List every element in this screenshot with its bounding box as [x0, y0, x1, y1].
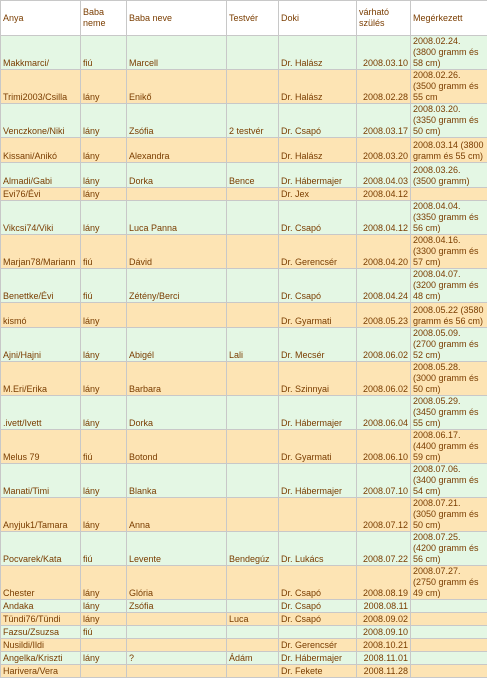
cell-testver [227, 362, 279, 396]
table-row [1, 188, 487, 201]
cell-doki: Dr. Hábermajer [279, 652, 357, 665]
table-row [1, 201, 487, 235]
cell-megerkezett: 2008.04.07. (3200 gramm és 48 cm) [411, 269, 487, 303]
cell-doki: Dr. Fekete [279, 665, 357, 678]
cell-anya: Nusildi/Ildi [1, 639, 81, 652]
cell-testver [227, 36, 279, 70]
cell-varhato-szules: 2008.11.01 [357, 652, 411, 665]
cell-baba-neme: lány [81, 138, 127, 163]
cell-testver [227, 600, 279, 613]
cell-varhato-szules: 2008.03.10 [357, 36, 411, 70]
cell-baba-neme: lány [81, 163, 127, 188]
cell-baba-neve [127, 626, 227, 639]
cell-baba-neme: lány [81, 464, 127, 498]
cell-doki: Dr. Csapó [279, 566, 357, 600]
cell-varhato-szules: 2008.06.02 [357, 362, 411, 396]
cell-anya: Trimi2003/Csilla [1, 70, 81, 104]
cell-megerkezett [411, 626, 487, 639]
cell-megerkezett: 2008.03.20. (3350 gramm és 50 cm) [411, 104, 487, 138]
cell-anya: Ajni/Hajni [1, 328, 81, 362]
table-row [1, 665, 487, 678]
cell-varhato-szules: 2008.07.10 [357, 464, 411, 498]
cell-baba-neme: fiú [81, 532, 127, 566]
cell-testver [227, 665, 279, 678]
cell-testver [227, 138, 279, 163]
cell-anya: Harivera/Vera [1, 665, 81, 678]
cell-baba-neve: Levente [127, 532, 227, 566]
cell-megerkezett [411, 600, 487, 613]
cell-doki: Dr. Csapó [279, 104, 357, 138]
cell-anya: Benettke/Évi [1, 269, 81, 303]
cell-megerkezett [411, 613, 487, 626]
table-row [1, 362, 487, 396]
cell-megerkezett: 2008.02.26. (3500 gramm és 55 cm [411, 70, 487, 104]
cell-doki: Dr. Hábermajer [279, 464, 357, 498]
cell-baba-neme: lány [81, 600, 127, 613]
cell-doki: Dr. Halász [279, 36, 357, 70]
table-row [1, 36, 487, 70]
cell-varhato-szules: 2008.04.12 [357, 201, 411, 235]
table-row [1, 396, 487, 430]
cell-baba-neve: Dorka [127, 396, 227, 430]
cell-varhato-szules: 2008.09.02 [357, 613, 411, 626]
cell-doki: Dr. Gerencsér [279, 235, 357, 269]
cell-anya: Fazsu/Zsuzsa [1, 626, 81, 639]
header-baba-neme: Baba neme [81, 1, 127, 36]
cell-testver [227, 188, 279, 201]
cell-anya: Makkmarci/ [1, 36, 81, 70]
cell-doki: Dr. Csapó [279, 613, 357, 626]
cell-anya: Tündi76/Tündi [1, 613, 81, 626]
cell-baba-neme [81, 665, 127, 678]
table-row [1, 303, 487, 328]
cell-anya: Andaka [1, 600, 81, 613]
cell-varhato-szules: 2008.08.11 [357, 600, 411, 613]
header-varhato-szules: várható szülés [357, 1, 411, 36]
cell-testver [227, 626, 279, 639]
cell-baba-neme: lány [81, 396, 127, 430]
table-row [1, 269, 487, 303]
cell-testver [227, 396, 279, 430]
cell-baba-neme: lány [81, 70, 127, 104]
header-row [1, 1, 487, 36]
cell-baba-neve [127, 665, 227, 678]
cell-baba-neme: lány [81, 566, 127, 600]
table-row [1, 430, 487, 464]
table-row [1, 600, 487, 613]
cell-megerkezett [411, 665, 487, 678]
cell-varhato-szules: 2008.06.02 [357, 328, 411, 362]
cell-doki: Dr. Gyarmati [279, 303, 357, 328]
cell-anya: Chester [1, 566, 81, 600]
cell-megerkezett: 2008.06.17. (4400 gramm és 59 cm) [411, 430, 487, 464]
cell-anya: Pocvarek/Kata [1, 532, 81, 566]
cell-varhato-szules: 2008.04.12 [357, 188, 411, 201]
cell-doki: Dr. Hábermajer [279, 396, 357, 430]
cell-megerkezett: 2008.05.09. (2700 gramm és 52 cm) [411, 328, 487, 362]
cell-baba-neve: Enikő [127, 70, 227, 104]
cell-anya: M.Eri/Erika [1, 362, 81, 396]
cell-baba-neve [127, 188, 227, 201]
table-row [1, 566, 487, 600]
cell-megerkezett: 2008.04.16. (3300 gramm és 57 cm) [411, 235, 487, 269]
cell-megerkezett: 2008.07.27. (2750 gramm és 49 cm) [411, 566, 487, 600]
cell-doki: Dr. Hábermajer [279, 163, 357, 188]
cell-baba-neme: fiú [81, 235, 127, 269]
table-row [1, 70, 487, 104]
cell-anya: Kissani/Anikó [1, 138, 81, 163]
cell-doki: Dr. Gerencsér [279, 639, 357, 652]
cell-baba-neme: lány [81, 303, 127, 328]
cell-baba-neve: Zsófia [127, 600, 227, 613]
cell-megerkezett: 2008.03.26. (3500 gramm) [411, 163, 487, 188]
cell-anya: .ivett/Ivett [1, 396, 81, 430]
cell-varhato-szules: 2008.04.20 [357, 235, 411, 269]
cell-megerkezett: 2008.05.22 (3580 gramm és 56 cm) [411, 303, 487, 328]
cell-baba-neme: fiú [81, 430, 127, 464]
cell-megerkezett: 2008.03.14 (3800 gramm és 55 cm) [411, 138, 487, 163]
cell-anya: Manati/Timi [1, 464, 81, 498]
cell-baba-neve: ? [127, 652, 227, 665]
cell-megerkezett: 2008.04.04. (3350 gramm és 56 cm) [411, 201, 487, 235]
cell-baba-neme: lány [81, 328, 127, 362]
cell-baba-neme: lány [81, 652, 127, 665]
cell-doki: Dr. Halász [279, 70, 357, 104]
cell-baba-neve: Dorka [127, 163, 227, 188]
cell-baba-neme: fiú [81, 36, 127, 70]
header-megerkezett: Megérkezett [411, 1, 487, 36]
cell-doki: Dr. Gyarmati [279, 430, 357, 464]
cell-baba-neve: Alexandra [127, 138, 227, 163]
cell-baba-neve [127, 613, 227, 626]
table-row [1, 626, 487, 639]
cell-megerkezett: 2008.07.21. (3050 gramm és 50 cm) [411, 498, 487, 532]
cell-doki: Dr. Csapó [279, 201, 357, 235]
cell-doki: Dr. Csapó [279, 600, 357, 613]
cell-baba-neve [127, 303, 227, 328]
table-row [1, 613, 487, 626]
cell-baba-neve: Anna [127, 498, 227, 532]
cell-varhato-szules: 2008.06.10 [357, 430, 411, 464]
cell-baba-neve: Marcell [127, 36, 227, 70]
cell-baba-neve: Blanka [127, 464, 227, 498]
cell-varhato-szules: 2008.08.19 [357, 566, 411, 600]
cell-testver: Bence [227, 163, 279, 188]
cell-baba-neme: lány [81, 201, 127, 235]
cell-baba-neve: Zsófia [127, 104, 227, 138]
table-row [1, 464, 487, 498]
cell-anya: Melus 79 [1, 430, 81, 464]
cell-baba-neve: Zétény/Berci [127, 269, 227, 303]
table-row [1, 639, 487, 652]
cell-megerkezett: 2008.02.24. (3800 gramm és 58 cm) [411, 36, 487, 70]
cell-megerkezett: 2008.07.06. (3400 gramm és 54 cm) [411, 464, 487, 498]
cell-testver [227, 639, 279, 652]
cell-baba-neme: fiú [81, 269, 127, 303]
cell-testver [227, 464, 279, 498]
cell-megerkezett: 2008.05.28. (3000 gramm és 50 cm) [411, 362, 487, 396]
cell-baba-neme: lány [81, 613, 127, 626]
cell-varhato-szules: 2008.07.22 [357, 532, 411, 566]
cell-testver [227, 566, 279, 600]
cell-varhato-szules: 2008.03.20 [357, 138, 411, 163]
cell-baba-neme: lány [81, 362, 127, 396]
cell-testver [227, 430, 279, 464]
cell-baba-neve: Botond [127, 430, 227, 464]
cell-varhato-szules: 2008.04.24 [357, 269, 411, 303]
cell-doki [279, 498, 357, 532]
cell-baba-neme: fiú [81, 626, 127, 639]
cell-doki [279, 626, 357, 639]
cell-baba-neme [81, 639, 127, 652]
table-row [1, 104, 487, 138]
cell-doki: Dr. Halász [279, 138, 357, 163]
header-doki: Doki [279, 1, 357, 36]
table-row [1, 532, 487, 566]
cell-megerkezett: 2008.05.29. (3450 gramm és 55 cm) [411, 396, 487, 430]
cell-doki: Dr. Csapó [279, 269, 357, 303]
cell-baba-neme: lány [81, 104, 127, 138]
cell-testver: Bendegúz [227, 532, 279, 566]
table-body [1, 36, 487, 678]
cell-varhato-szules: 2008.03.17 [357, 104, 411, 138]
cell-baba-neve: Dávid [127, 235, 227, 269]
cell-testver [227, 70, 279, 104]
cell-varhato-szules: 2008.06.04 [357, 396, 411, 430]
table-row [1, 163, 487, 188]
cell-varhato-szules: 2008.11.28 [357, 665, 411, 678]
header-baba-neve: Baba neve [127, 1, 227, 36]
cell-doki: Dr. Szinnyai [279, 362, 357, 396]
cell-baba-neme: lány [81, 188, 127, 201]
cell-testver [227, 498, 279, 532]
cell-varhato-szules: 2008.09.10 [357, 626, 411, 639]
cell-anya: Anyjuk1/Tamara [1, 498, 81, 532]
cell-anya: Angelka/Kriszti [1, 652, 81, 665]
cell-varhato-szules: 2008.02.28 [357, 70, 411, 104]
cell-doki: Dr. Jex [279, 188, 357, 201]
cell-anya: Vikcsi74/Viki [1, 201, 81, 235]
cell-baba-neme: lány [81, 498, 127, 532]
cell-varhato-szules: 2008.05.23 [357, 303, 411, 328]
cell-megerkezett [411, 188, 487, 201]
table-row [1, 235, 487, 269]
cell-anya: Marjan78/Mariann [1, 235, 81, 269]
cell-baba-neve [127, 639, 227, 652]
cell-testver: 2 testvér [227, 104, 279, 138]
cell-testver: Ádám [227, 652, 279, 665]
cell-anya: Evi76/Évi [1, 188, 81, 201]
cell-varhato-szules: 2008.10.21 [357, 639, 411, 652]
cell-testver [227, 235, 279, 269]
table-row [1, 328, 487, 362]
cell-baba-neve: Glória [127, 566, 227, 600]
cell-megerkezett [411, 652, 487, 665]
header-anya: Anya [1, 1, 81, 36]
cell-varhato-szules: 2008.04.03 [357, 163, 411, 188]
table-row [1, 652, 487, 665]
cell-anya: Almadi/Gabi [1, 163, 81, 188]
cell-testver [227, 303, 279, 328]
cell-varhato-szules: 2008.07.12 [357, 498, 411, 532]
cell-doki: Dr. Mecsér [279, 328, 357, 362]
table-row [1, 138, 487, 163]
cell-anya: Venczkone/Niki [1, 104, 81, 138]
cell-testver [227, 269, 279, 303]
cell-baba-neve: Abigél [127, 328, 227, 362]
cell-testver [227, 201, 279, 235]
cell-testver: Lali [227, 328, 279, 362]
cell-megerkezett [411, 639, 487, 652]
cell-testver: Luca [227, 613, 279, 626]
cell-baba-neve: Luca Panna [127, 201, 227, 235]
header-testver: Testvér [227, 1, 279, 36]
cell-megerkezett: 2008.07.25. (4200 gramm és 56 cm) [411, 532, 487, 566]
cell-doki: Dr. Lukács [279, 532, 357, 566]
cell-baba-neve: Barbara [127, 362, 227, 396]
cell-anya: kismó [1, 303, 81, 328]
table-row [1, 498, 487, 532]
